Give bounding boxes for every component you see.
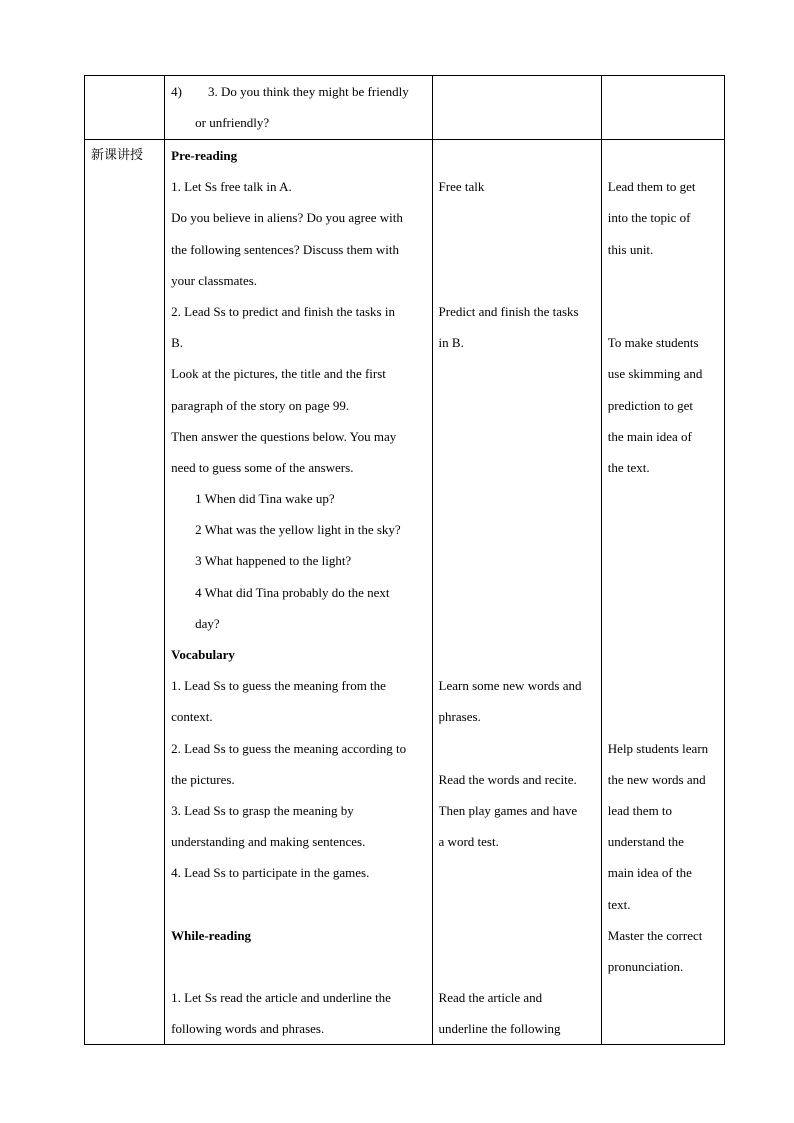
stage-cell bbox=[85, 76, 165, 140]
text-line: 4) 3. Do you think they might be friendly bbox=[171, 84, 409, 99]
text-line: context. bbox=[171, 709, 213, 725]
text-line: 2. Lead Ss to predict and finish the tasks in bbox=[171, 303, 395, 319]
text-line: Free talk bbox=[438, 179, 485, 195]
text-line: Read the words and recite. bbox=[438, 771, 577, 787]
text-line: in B. bbox=[438, 335, 464, 351]
text-line: following words and phrases. bbox=[171, 1021, 325, 1037]
text-line: Do you believe in aliens? Do you agree with bbox=[171, 210, 403, 226]
text-line: 2. Lead Ss to guess the meaning according to bbox=[171, 740, 407, 756]
text-line: Lead them to get bbox=[607, 179, 696, 195]
text-line: underline the following bbox=[438, 1021, 561, 1037]
stage-label: 新课讲授 bbox=[91, 148, 144, 163]
text-line: Learn some new words and bbox=[438, 678, 582, 694]
text-line: or unfriendly? bbox=[195, 115, 270, 131]
purpose-cell bbox=[601, 76, 724, 140]
purpose-cell bbox=[601, 140, 724, 1045]
text-line: need to guess some of the answers. bbox=[171, 459, 354, 475]
text-line: Then answer the questions below. You may bbox=[171, 428, 397, 444]
table-row bbox=[85, 76, 725, 140]
text-line: the pictures. bbox=[171, 771, 235, 787]
text-line: text. bbox=[607, 896, 631, 912]
section-heading: Pre-reading bbox=[171, 148, 238, 163]
text-line: understanding and making sentences. bbox=[171, 834, 366, 850]
text-line: understand the bbox=[607, 834, 684, 850]
text-line: the following sentences? Discuss them with bbox=[171, 241, 399, 257]
teacher-activity-cell bbox=[165, 140, 432, 1045]
lesson-plan-table bbox=[84, 75, 725, 1045]
text-line: 1. Lead Ss to guess the meaning from the bbox=[171, 678, 386, 694]
student-activity-cell bbox=[432, 76, 601, 140]
section-heading: While-reading bbox=[171, 927, 252, 943]
question-line: 1 When did Tina wake up? bbox=[195, 491, 335, 507]
text-line: the main idea of bbox=[607, 428, 692, 444]
text-line: the text. bbox=[607, 459, 650, 475]
text-line: your classmates. bbox=[171, 272, 258, 288]
text-line: Then play games and have bbox=[438, 802, 578, 818]
stage-cell bbox=[85, 140, 165, 1045]
text-line: into the topic of bbox=[607, 210, 691, 226]
blank-line bbox=[439, 140, 595, 171]
text-line: the new words and bbox=[607, 771, 706, 787]
student-activity-cell bbox=[432, 140, 601, 1045]
text-line: Help students learn bbox=[607, 740, 709, 756]
text-line: a word test. bbox=[438, 834, 499, 850]
text-line: this unit. bbox=[607, 241, 654, 257]
question-line: 2 What was the yellow light in the sky? bbox=[195, 522, 401, 538]
text-line: 1. Let Ss read the article and underline the bbox=[171, 990, 391, 1006]
text-line: lead them to bbox=[607, 802, 673, 818]
text-line: use skimming and bbox=[607, 366, 703, 382]
text-line: B. bbox=[171, 335, 184, 351]
blank-line bbox=[171, 889, 425, 920]
question-line: 3 What happened to the light? bbox=[195, 553, 352, 569]
text-line: Predict and finish the tasks bbox=[438, 303, 579, 319]
question-line: day? bbox=[195, 615, 220, 631]
text-line: 1. Let Ss free talk in A. bbox=[171, 179, 292, 195]
text-line: Look at the pictures, the title and the first bbox=[171, 366, 386, 382]
text-line: 4. Lead Ss to participate in the games. bbox=[171, 865, 370, 881]
teacher-activity-cell bbox=[165, 76, 432, 140]
text-line: prediction to get bbox=[607, 397, 693, 413]
text-line: paragraph of the story on page 99. bbox=[171, 397, 350, 413]
text-line: To make students bbox=[607, 335, 699, 351]
text-line: main idea of the bbox=[607, 865, 692, 881]
blank-line bbox=[608, 140, 718, 171]
text-line: 3. Lead Ss to grasp the meaning by bbox=[171, 802, 354, 818]
table-row bbox=[85, 140, 725, 1045]
blank-line bbox=[171, 951, 425, 982]
section-heading: Vocabulary bbox=[171, 647, 235, 662]
text-line: phrases. bbox=[438, 709, 481, 725]
text-line: Read the article and bbox=[438, 990, 543, 1006]
question-line: 4 What did Tina probably do the next bbox=[195, 584, 390, 600]
text-line: pronunciation. bbox=[607, 958, 684, 974]
text-line: Master the correct bbox=[607, 927, 703, 943]
